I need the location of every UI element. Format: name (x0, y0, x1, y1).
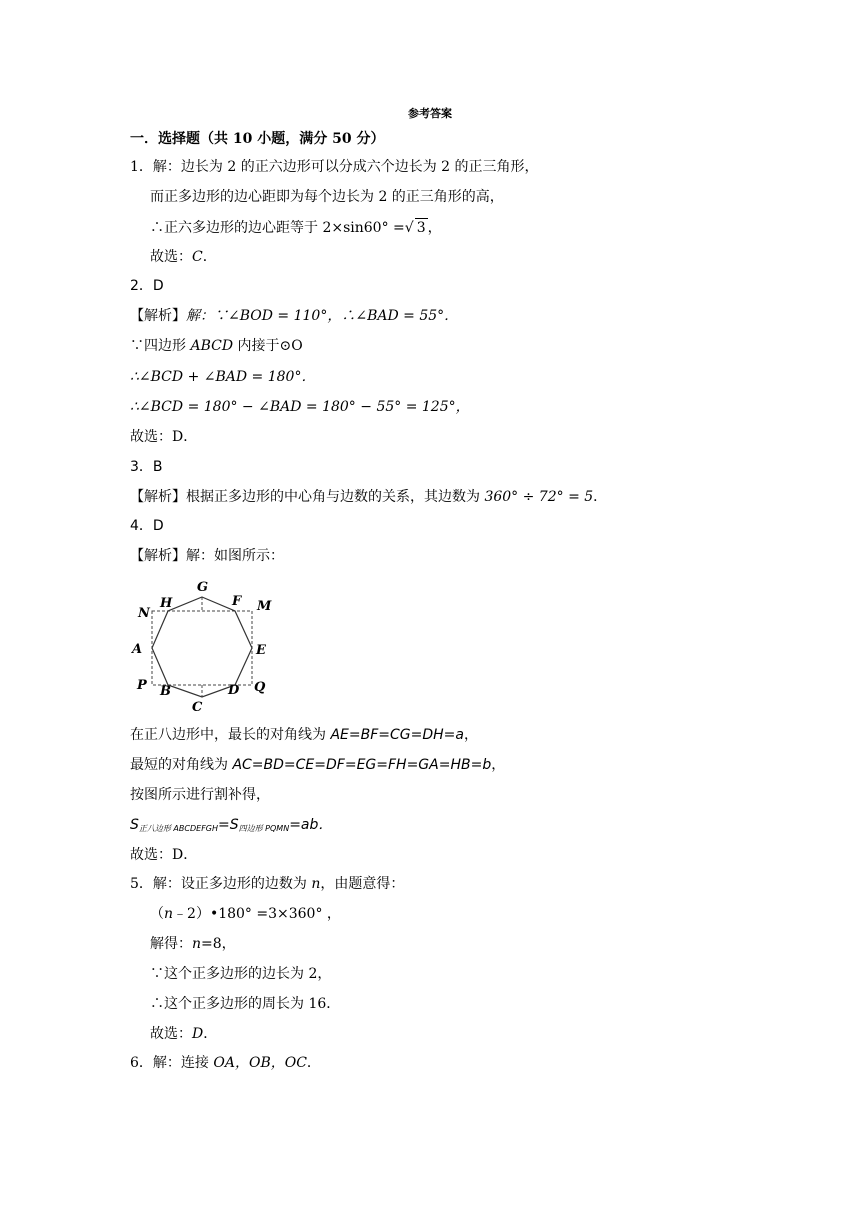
q4-line1: 【解析】解：如图所示： (130, 548, 284, 564)
q5-line1: 5．解：设正多边形的边数为 n，由题意得： (130, 876, 405, 892)
q1-answer: 故选：C． (150, 249, 217, 265)
q1-line3: ∴正六多边形的边心距等于 2×sin60° =√ 3 ， (150, 220, 442, 236)
q1-line2: 而正多边形的边心距即为每个边长为 2 的正三角形的高， (150, 189, 504, 205)
q2-header: 2．D (130, 278, 164, 294)
q4-line2: 在正八边形中，最长的对角线为 AE=BF=CG=DH=a， (130, 727, 478, 743)
octagon-abcdefgh (152, 597, 252, 697)
q5-line5: ∴这个正多边形的周长为 16． (150, 996, 341, 1012)
label-f: F (232, 594, 242, 609)
label-b: B (160, 684, 171, 699)
q5-line2: （n﹣2）•180° =3×360° ， (150, 906, 341, 922)
q4-answer: 故选：D． (130, 847, 198, 863)
label-e: E (256, 643, 266, 658)
q6-line1: 6．解：连接 OA，OB，OC． (130, 1055, 321, 1071)
page-title: 参考答案 (408, 107, 452, 120)
label-m: M (257, 599, 272, 614)
q4-header: 4．D (130, 518, 164, 534)
q5-line4: ∵这个正多边形的边长为 2， (150, 966, 332, 982)
sqrt-symbol: √ 3 (404, 220, 426, 236)
q3-explanation: 【解析】根据正多边形的中心角与边数的关系，其边数为 360° ÷ 72° = 5． (130, 489, 608, 505)
q4-line5: $S_{正八边形 ABCDEFGH}=S_{四边形 PQMN}=ab$． (130, 817, 333, 833)
q2-line4: ∴∠BCD = 180° − ∠BAD = 180° − 55° = 125°， (130, 399, 470, 415)
label-d: D (228, 683, 240, 698)
label-g: G (197, 580, 209, 595)
label-n: N (138, 606, 150, 621)
octagon-diagram (128, 575, 278, 715)
q4-line4: 按图所示进行割补得， (130, 787, 270, 803)
q1-line1: 1．解：边长为 2 的正六边形可以分成六个边长为 2 的正三角形， (130, 159, 539, 175)
q3-header: 3．B (130, 459, 163, 475)
label-h: H (160, 596, 173, 611)
q5-line3: 解得：n=8， (150, 936, 236, 952)
q2-answer: 故选：D． (130, 429, 198, 445)
square-pqmn (152, 611, 252, 685)
q4-line3: 最短的对角线为 AC=BD=CE=DF=EG=FH=GA=HB=b， (130, 757, 506, 773)
q2-line3: ∴∠BCD + ∠BAD = 180°． (130, 369, 316, 385)
section-heading: 一．选择题（共 10 小题，满分 50 分） (130, 131, 385, 147)
q2-line2: ∵四边形 ABCD 内接于⊙O (130, 338, 303, 354)
q5-answer: 故选：D． (150, 1026, 218, 1042)
label-q: Q (254, 680, 266, 695)
q2-line1: 【解析】解：∵∠BOD = 110°，∴∠BAD = 55°． (130, 308, 459, 324)
label-c: C (192, 700, 203, 715)
q1-number: 1． (130, 159, 153, 175)
label-a: A (132, 642, 143, 657)
label-p: P (137, 678, 147, 693)
